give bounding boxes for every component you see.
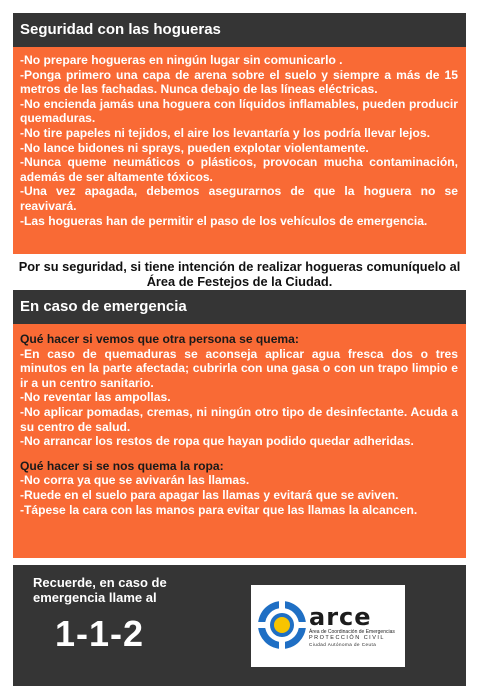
instruction-line: -No arrancar los restos de ropa que hayan podido quedar adheridas. xyxy=(20,434,414,449)
tip-line: -Ponga primero una capa de arena sobre el suelo y siempre a más de 15 metros de las fachadas. Nunca debajo de las líneas eléctricas. xyxy=(20,67,458,97)
section-header-bonfire-safety xyxy=(13,13,466,47)
instruction-line: -No aplicar pomadas, cremas, ni ningún otro tipo de desinfectante. Acuda a su centro de salud. xyxy=(20,404,458,434)
logo-name: arce xyxy=(309,603,372,631)
tip-line: -Nunca queme neumáticos o plásticos, provocan mucha contaminación, además de ser altamente tóxicos. xyxy=(20,155,458,184)
instruction-line: -No reventar las ampollas. xyxy=(20,390,171,405)
emergency-reminder: Recuerde, en caso de emergencia llame al xyxy=(33,575,167,605)
instruction-line: -En caso de quemaduras se aconseja aplicar agua fresca dos o tres minutos en la parte afectada; cubrirla con una gasa o con un trapo limpio e ir a un centro sanitario. xyxy=(20,346,458,390)
arce-logo xyxy=(251,585,405,667)
tip-line: -No lance bidones ni sprays, pueden explotar violentamente. xyxy=(20,140,369,155)
logo-subtitle: Área de Coordinación de Emergencias xyxy=(309,629,395,635)
bonfire-safety-tips xyxy=(13,47,466,254)
logo-city: Ciudad Autónoma de Ceuta xyxy=(309,642,377,647)
subheading-other-person-burning: Qué hacer si vemos que otra persona se quema: xyxy=(20,332,299,346)
section-header-emergency xyxy=(13,290,466,324)
tip-line: -Las hogueras han de permitir el paso de los vehículos de emergencia. xyxy=(20,213,428,228)
instruction-line: -No corra ya que se avivarán las llamas. xyxy=(20,473,250,488)
arce-logo-text xyxy=(309,605,403,648)
spacer xyxy=(20,449,458,459)
notify-festivities-notice: Por su seguridad, si tiene intención de realizar hogueras comuníquelo al Área de Festejos de la Ciudad. xyxy=(13,254,466,290)
civil-protection-emblem-icon xyxy=(251,585,311,667)
tip-line: -No prepare hogueras en ningún lugar sin comunicarlo . xyxy=(20,53,343,67)
subheading-clothes-on-fire: Qué hacer si se nos quema la ropa: xyxy=(20,458,224,473)
tip-line: -No tire papeles ni tejidos, el aire los levantaría y los podría llevar lejos. xyxy=(20,125,430,140)
emergency-phone-number: 1-1-2 xyxy=(55,613,145,654)
section-title: En caso de emergencia xyxy=(20,298,187,315)
tip-line: -No encienda jamás una hoguera con líquidos inflamables, pueden producir quemaduras. xyxy=(20,96,458,126)
emergency-footer xyxy=(13,565,466,686)
fire-safety-flyer xyxy=(13,13,466,686)
section-title: Seguridad con las hogueras xyxy=(20,21,221,38)
logo-civil-protection: PROTECCIÓN CIVIL xyxy=(309,635,385,641)
instruction-line: -Tápese la cara con las manos para evitar que las llamas la alcancen. xyxy=(20,502,418,517)
tip-line: -Una vez apagada, debemos asegurarnos de que la hoguera no se reavivará. xyxy=(20,184,458,213)
instruction-line: -Ruede en el suelo para apagar las llamas y evitará que se aviven. xyxy=(20,487,399,502)
emergency-instructions xyxy=(13,324,466,558)
